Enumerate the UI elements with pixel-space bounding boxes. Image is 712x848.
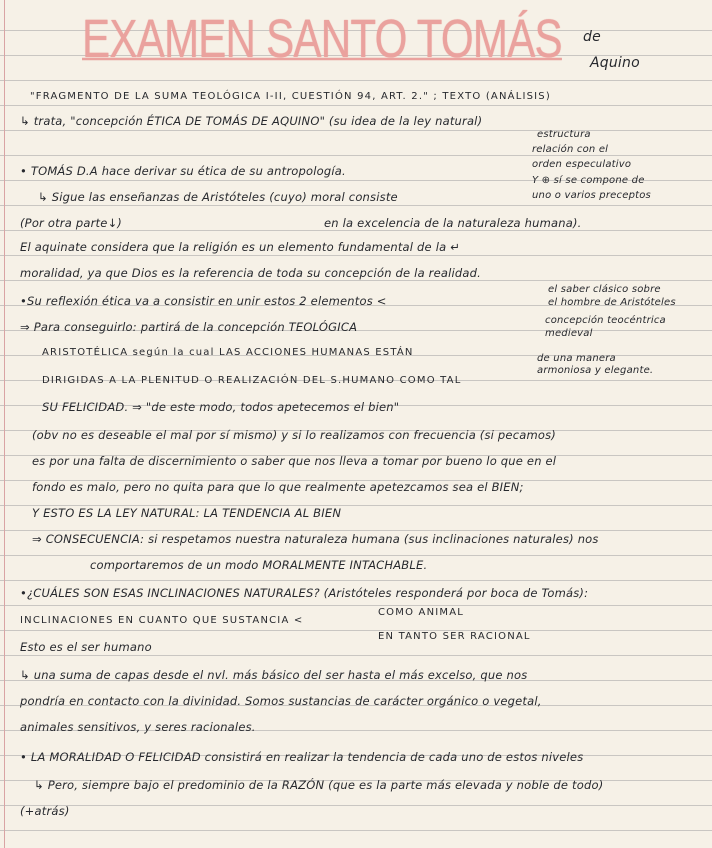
text-line: ⇒ CONSECUENCIA: si respetamos nuestra naturaleza humana (sus inclinaciones naturales) nos bbox=[32, 532, 599, 546]
title-aquino: Aquino bbox=[590, 55, 640, 71]
side-note: armoniosa y elegante. bbox=[537, 365, 654, 376]
side-note: concepción teocéntrica bbox=[545, 315, 666, 326]
text-line: ↳ una suma de capas desde el nvl. más básico del ser hasta el más excelso, que nos bbox=[20, 668, 528, 682]
text-line: INCLINACIONES EN CUANTO QUE SUSTANCIA < bbox=[20, 615, 304, 626]
text-line: (obv no es deseable el mal por sí mismo) y si lo realizamos con frecuencia (si pecamos) bbox=[32, 428, 556, 442]
side-note: uno o varios preceptos bbox=[532, 190, 651, 201]
text-line: animales sensitivos, y seres racionales. bbox=[20, 720, 256, 734]
margin-line bbox=[4, 0, 5, 848]
text-line: comportaremos de un modo MORALMENTE INTACHABLE. bbox=[90, 558, 428, 572]
text-line: DIRIGIDAS A LA PLENITUD O REALIZACIÓN DEL S.HUMANO COMO TAL bbox=[42, 375, 462, 386]
side-note: orden especulativo bbox=[532, 159, 632, 170]
text-line: • LA MORALIDAD O FELICIDAD consistirá en realizar la tendencia de cada uno de estos niveles bbox=[20, 750, 584, 764]
text-line: moralidad, ya que Dios es la referencia de toda su concepción de la realidad. bbox=[20, 266, 482, 280]
text-line: ⇒ Para conseguirlo: partirá de la concepción TEOLÓGICA bbox=[20, 320, 358, 334]
text-line: "FRAGMENTO DE LA SUMA TEOLÓGICA I-II, CUESTIÓN 94, ART. 2." ; TEXTO (ANÁLISIS) bbox=[30, 91, 551, 102]
text-line: (Por otra parte↓) bbox=[20, 216, 122, 230]
side-note: medieval bbox=[545, 328, 593, 339]
text-line: es por una falta de discernimiento o saber que nos lleva a tomar por bueno lo que en el bbox=[32, 454, 557, 468]
text-line: El aquinate considera que la religión es un elemento fundamental de la ↵ bbox=[20, 240, 461, 254]
text-line: EN TANTO SER RACIONAL bbox=[378, 631, 531, 642]
text-line: Y ESTO ES LA LEY NATURAL: LA TENDENCIA AL BIEN bbox=[32, 506, 342, 520]
text-line: • TOMÁS D.A hace derivar su ética de su antropología. bbox=[20, 164, 346, 178]
text-line: •Su reflexión ética va a consistir en unir estos 2 elementos < bbox=[20, 294, 387, 308]
text-line: ↳ Sigue las enseñanzas de Aristóteles (cuyo) moral consiste bbox=[38, 190, 398, 204]
text-line: •¿CUÁLES SON ESAS INCLINACIONES NATURALES? (Aristóteles responderá por boca de Tomás): bbox=[20, 586, 589, 600]
text-line: ↳ Pero, siempre bajo el predominio de la RAZÓN (que es la parte más elevada y noble de todo) bbox=[34, 778, 604, 792]
side-note: de una manera bbox=[537, 353, 616, 364]
side-note: el hombre de Aristóteles bbox=[548, 297, 676, 308]
page-title: EXAMEN SANTO TOMÁS bbox=[82, 9, 562, 69]
side-note: relación con el bbox=[532, 144, 609, 155]
title-de: de bbox=[583, 29, 601, 45]
side-note: estructura bbox=[537, 129, 591, 140]
text-line: (+atrás) bbox=[20, 804, 70, 818]
text-line: COMO ANIMAL bbox=[378, 607, 465, 618]
text-line: fondo es malo, pero no quita para que lo que realmente apetezcamos sea el BIEN; bbox=[32, 480, 524, 494]
text-line: Esto es el ser humano bbox=[20, 640, 152, 654]
text-line: ↳ trata, "concepción ÉTICA DE TOMÁS DE AQUINO" (su idea de la ley natural) bbox=[20, 114, 483, 128]
side-note: Y ⊕ sí se compone de bbox=[532, 175, 645, 186]
text-line: en la excelencia de la naturaleza humana). bbox=[324, 216, 582, 230]
text-line: pondría en contacto con la divinidad. Somos sustancias de carácter orgánico o vegetal, bbox=[20, 694, 542, 708]
text-line: SU FELICIDAD. ⇒ "de este modo, todos apetecemos el bien" bbox=[42, 400, 400, 414]
text-line: ARISTOTÉLICA según la cual LAS ACCIONES HUMANAS ESTÁN bbox=[42, 347, 414, 358]
side-note: el saber clásico sobre bbox=[548, 284, 661, 295]
